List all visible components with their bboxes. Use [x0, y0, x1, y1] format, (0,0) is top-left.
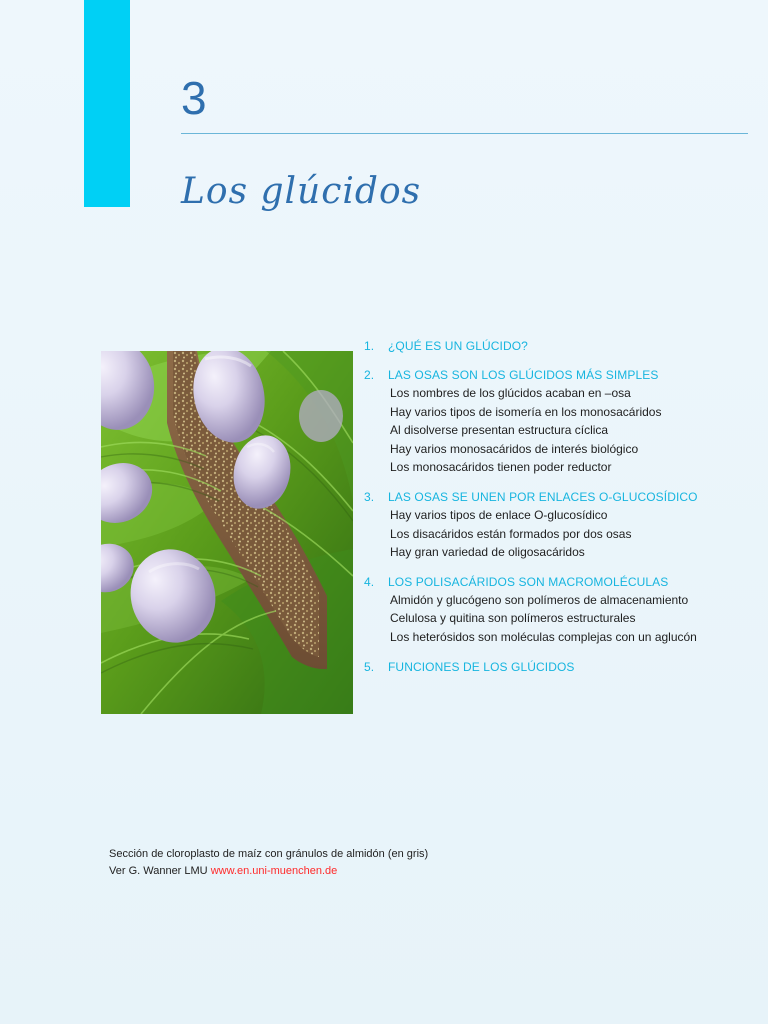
- toc-number: 5.: [364, 659, 375, 674]
- toc-heading: [364, 337, 754, 355]
- toc-number: 4.: [364, 574, 375, 589]
- toc-number: 3.: [364, 489, 375, 504]
- toc-number: 2.: [364, 368, 375, 382]
- toc-section-5: [364, 658, 754, 676]
- source-link[interactable]: www.en.uni-muenchen.de: [210, 865, 338, 877]
- toc-subitem: Los nombres de los glúcidos acaban en –osa: [390, 386, 631, 400]
- toc-title: ¿QUÉ ES UN GLÚCIDO?: [388, 339, 528, 353]
- toc-subitem: Hay varios tipos de isomería en los monosacáridos: [390, 404, 662, 419]
- toc-subitem: Hay gran variedad de oligosacáridos: [390, 545, 585, 560]
- title-divider: [181, 133, 748, 134]
- toc-subitem: Los monosacáridos tienen poder reductor: [390, 460, 612, 475]
- toc-title: LAS OSAS SE UNEN POR ENLACES O-GLUCOSÍDICO: [388, 489, 698, 504]
- toc-subitem: Almidón y glucógeno son polímeros de almacenamiento: [390, 592, 689, 607]
- figure-caption: [109, 846, 609, 880]
- chapter-title: Los glúcidos: [181, 171, 422, 212]
- toc-heading: [364, 488, 754, 506]
- toc-sublist: [364, 506, 754, 562]
- table-of-contents: [364, 337, 754, 687]
- chloroplast-micrograph: [101, 351, 353, 714]
- toc-subitem: Hay varios tipos de enlace O-glucosídico: [390, 507, 608, 522]
- caption-line-1: Sección de cloroplasto de maíz con gránulos de almidón (en gris): [109, 848, 429, 860]
- toc-title: FUNCIONES DE LOS GLÚCIDOS: [388, 659, 575, 674]
- toc-section-4: [364, 573, 754, 647]
- toc-section-1: [364, 337, 754, 355]
- toc-section-2: [364, 366, 754, 477]
- toc-subitem: Hay varios monosacáridos de interés biológico: [390, 441, 639, 456]
- toc-section-3: [364, 488, 754, 562]
- toc-sublist: [364, 591, 754, 647]
- toc-sublist: [364, 384, 754, 477]
- toc-subitem: Celulosa y quitina son polímeros estructurales: [390, 611, 636, 626]
- toc-subitem: Los heterósidos son moléculas complejas con un aglucón: [390, 629, 697, 644]
- chloroplast-micrograph-image: [101, 351, 353, 714]
- toc-number: 1.: [364, 339, 375, 353]
- toc-heading: [364, 658, 754, 676]
- toc-subitem: Los disacáridos están formados por dos osas: [390, 526, 632, 541]
- toc-title: LOS POLISACÁRIDOS SON MACROMOLÉCULAS: [388, 574, 669, 589]
- toc-heading: [364, 366, 754, 384]
- toc-heading: [364, 573, 754, 591]
- caption-line-2: [109, 863, 609, 880]
- caption-credit: Ver G. Wanner LMU: [109, 865, 211, 877]
- chapter-number: 3: [181, 72, 207, 124]
- toc-subitem: Al disolverse presentan estructura cíclica: [390, 423, 609, 438]
- toc-title: LAS OSAS SON LOS GLÚCIDOS MÁS SIMPLES: [388, 368, 659, 382]
- chapter-accent-bar: [84, 0, 130, 207]
